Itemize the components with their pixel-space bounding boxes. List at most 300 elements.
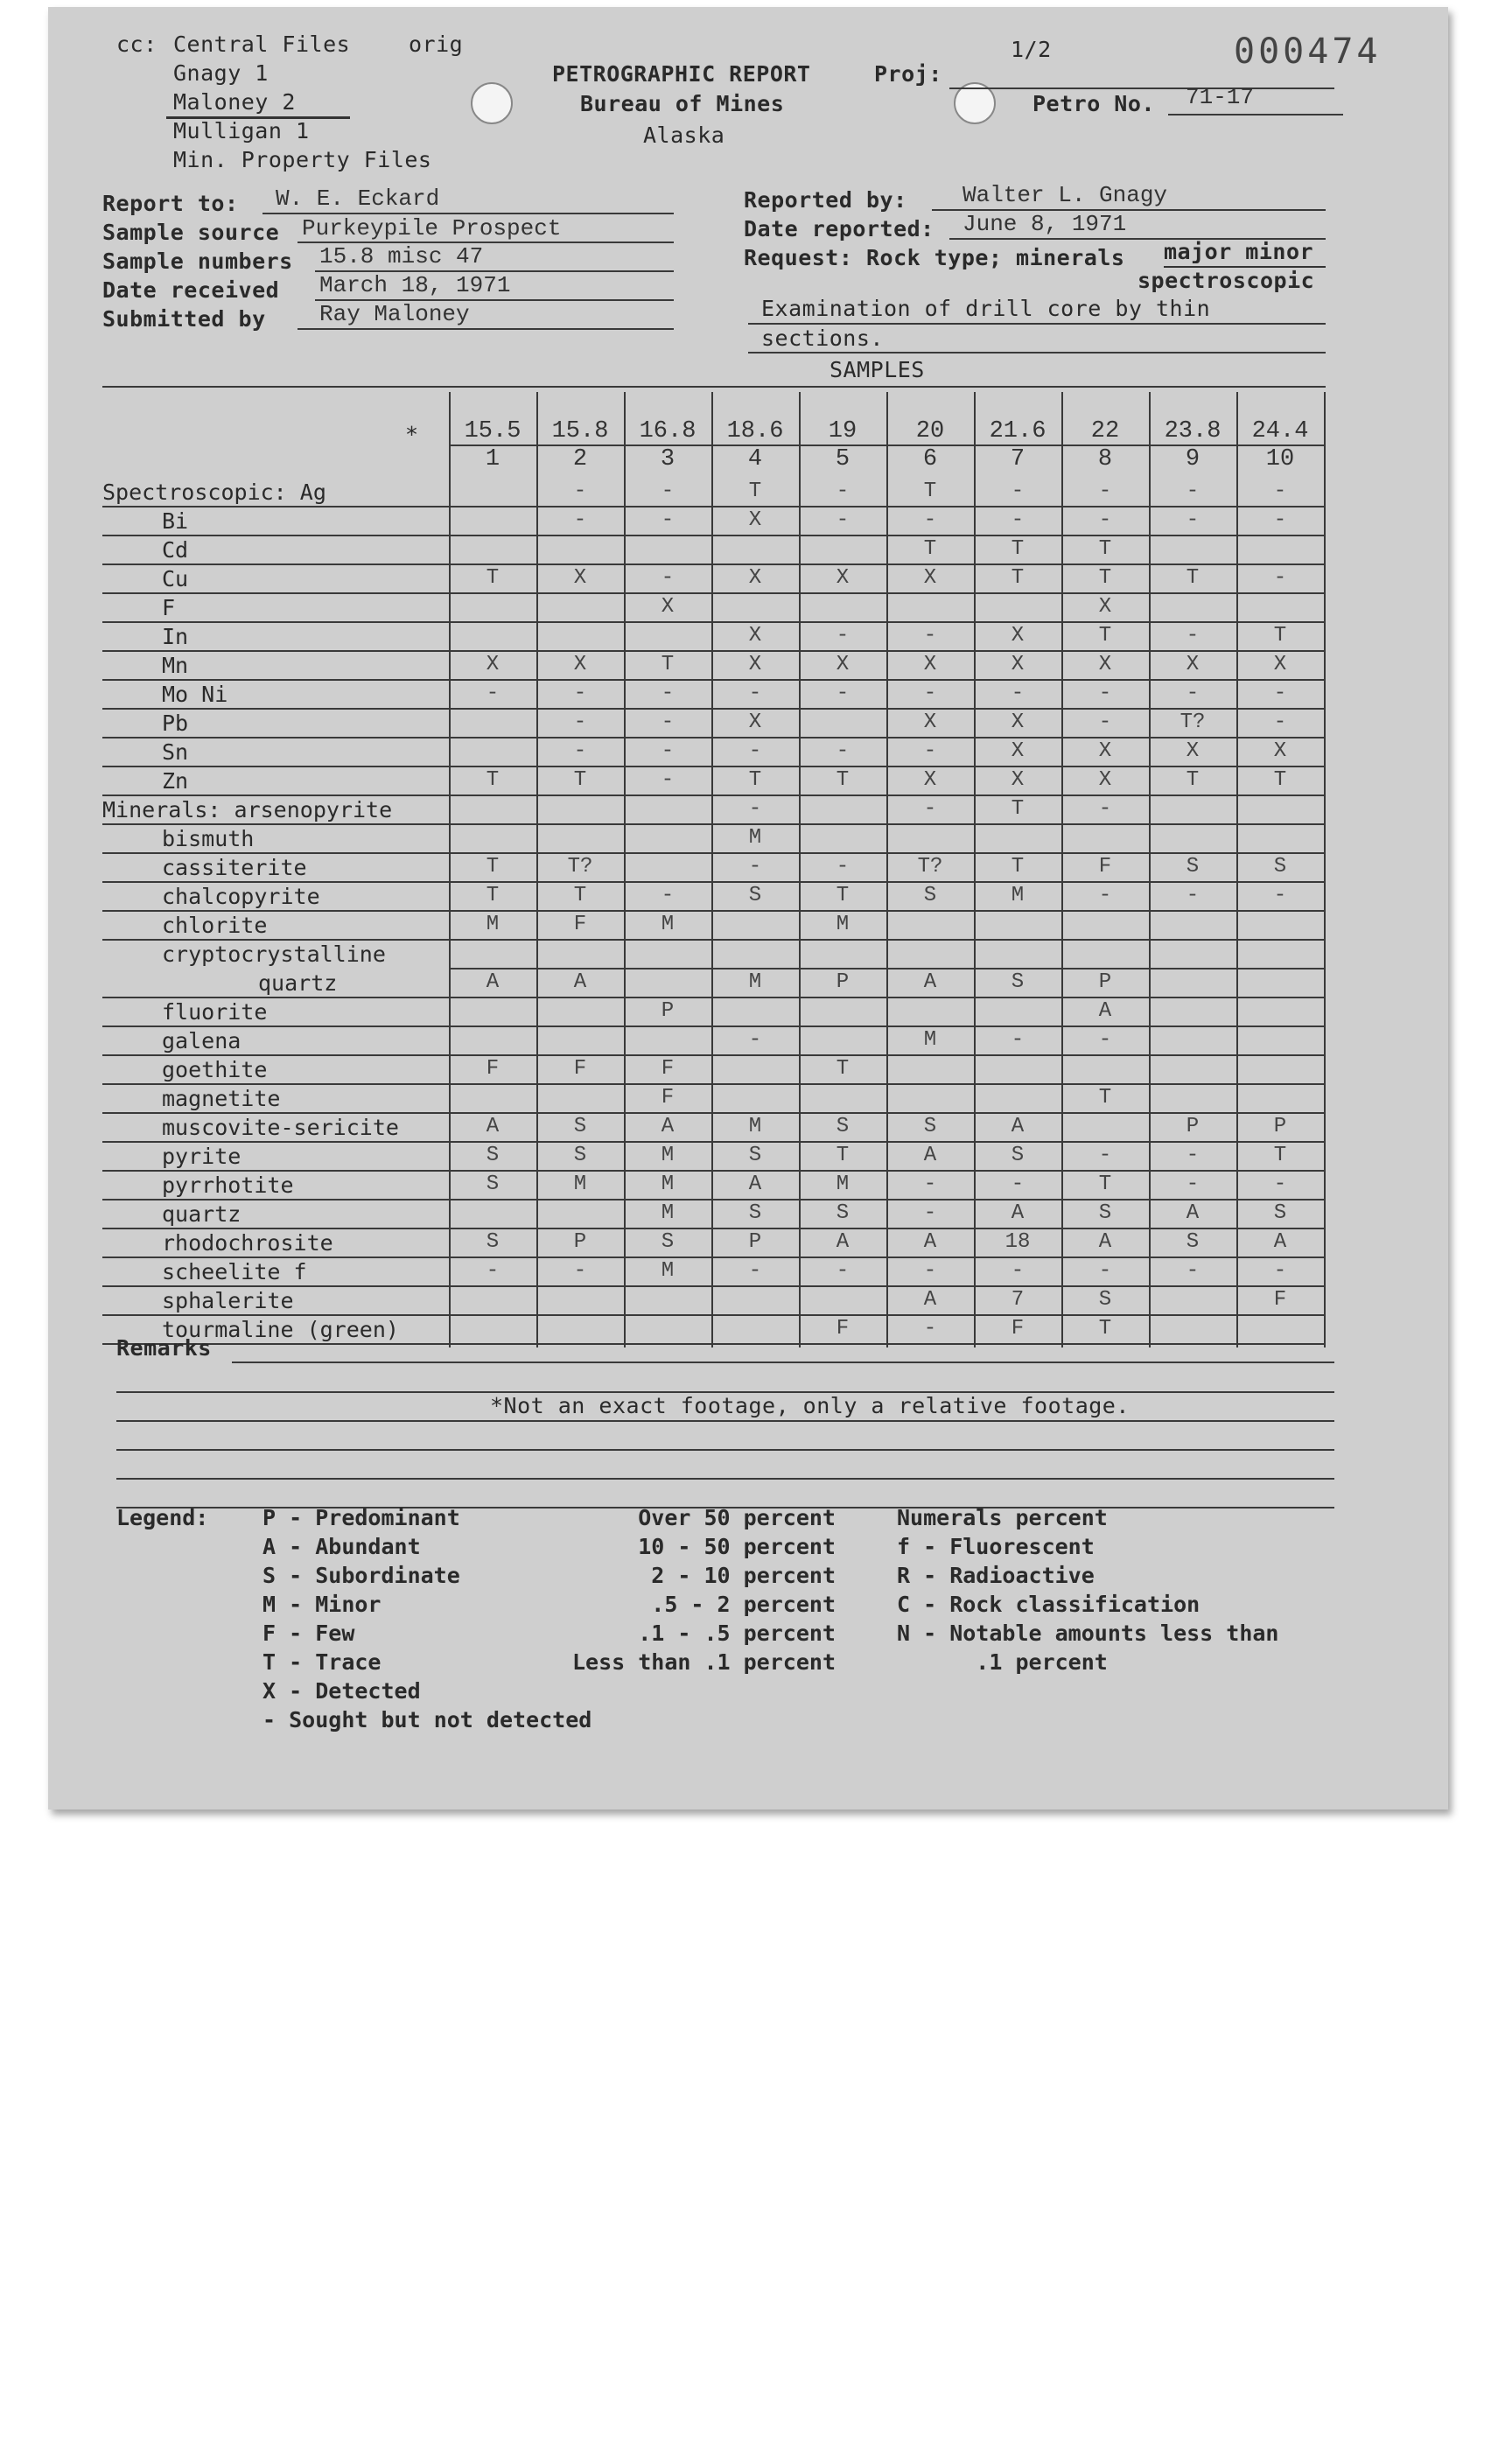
legend-dash: - — [276, 1649, 316, 1675]
table-cell: F — [573, 1057, 587, 1081]
table-cell: - — [1273, 508, 1287, 532]
table-cell: A — [1098, 1230, 1112, 1254]
legend-range: .1 - .5 percent — [638, 1620, 836, 1646]
legend-dash: - — [276, 1563, 316, 1588]
table-cell: T — [748, 480, 762, 503]
table-cell: - — [1098, 797, 1112, 821]
table-cell: M — [748, 826, 762, 850]
row-rule — [449, 968, 1324, 970]
legend-range: .5 - 2 percent — [651, 1592, 836, 1617]
legend-code: - — [262, 1707, 276, 1732]
table-cell: - — [573, 739, 587, 763]
table-cell: T — [836, 1144, 850, 1167]
table-cell: S — [1273, 1201, 1287, 1225]
table-cell: A — [1098, 999, 1112, 1023]
table-cell: X — [748, 710, 762, 734]
sample-number: 3 — [660, 446, 676, 472]
row-label: pyrrhotite — [162, 1172, 294, 1198]
table-cell: S — [1011, 970, 1025, 994]
table-cell: - — [1186, 884, 1200, 907]
sample-number: 8 — [1097, 446, 1113, 472]
table-cell: S — [748, 884, 762, 907]
table-cell: - — [836, 508, 850, 532]
table-cell: T — [1098, 1317, 1112, 1340]
table-cell: T — [486, 855, 500, 878]
sample-footage: 15.5 — [464, 418, 522, 444]
table-cell: T — [748, 768, 762, 792]
row-rule — [102, 1141, 1324, 1143]
table-cell: - — [923, 508, 937, 532]
table-cell: X — [1011, 624, 1025, 648]
table-cell: F — [1273, 1288, 1287, 1312]
sample-footage: 23.8 — [1164, 418, 1222, 444]
table-cell: S — [1186, 855, 1200, 878]
legend-entry — [262, 1505, 460, 1530]
table-cell: F — [486, 1057, 500, 1081]
row-rule — [102, 737, 1324, 738]
table-cell: X — [486, 653, 500, 676]
row-label: F — [162, 595, 176, 620]
table-cell: - — [1098, 480, 1112, 503]
table-cell: M — [661, 1259, 675, 1283]
table-cell: A — [923, 970, 937, 994]
legend-name: Trace — [315, 1649, 382, 1675]
table-cell: - — [661, 768, 675, 792]
table-cell: M — [748, 1115, 762, 1138]
samples-label: SAMPLES — [830, 357, 925, 382]
table-cell: M — [836, 1172, 850, 1196]
row-label: sphalerite — [162, 1288, 294, 1313]
row-label: Bi — [162, 508, 189, 534]
table-cell: A — [573, 970, 587, 994]
legend-entry — [262, 1563, 460, 1588]
table-cell: P — [1273, 1115, 1287, 1138]
row-label: quartz — [258, 970, 338, 996]
table-cell: X — [836, 653, 850, 676]
table-cell: T — [486, 884, 500, 907]
date-reported-value: June 8, 1971 — [962, 211, 1127, 237]
reported-by-label: Reported by: — [744, 187, 907, 213]
table-cell: - — [1273, 1259, 1287, 1283]
table-cell: T — [1098, 1172, 1112, 1196]
table-cell: T — [923, 537, 937, 561]
row-rule — [102, 1228, 1324, 1229]
sample-numbers-label: Sample numbers — [102, 248, 293, 274]
table-cell: T — [661, 653, 675, 676]
sample-number: 2 — [572, 446, 588, 472]
table-cell: - — [748, 682, 762, 705]
table-cell: - — [1186, 1172, 1200, 1196]
table-cell: - — [836, 480, 850, 503]
table-cell: - — [923, 682, 937, 705]
request-major-minor: major minor — [1164, 239, 1314, 264]
table-cell: M — [661, 1201, 675, 1225]
table-cell: T — [1011, 537, 1025, 561]
table-cell: F — [573, 913, 587, 936]
table-cell: T — [836, 768, 850, 792]
legend-code: A — [262, 1534, 276, 1559]
table-cell: - — [1098, 1259, 1112, 1283]
table-cell: T — [1273, 768, 1287, 792]
row-label: cryptocrystalline — [162, 942, 386, 967]
table-cell: - — [1011, 480, 1025, 503]
table-cell: - — [1011, 1028, 1025, 1052]
table-cell: T — [1186, 566, 1200, 590]
row-rule — [102, 1170, 1324, 1172]
table-cell: P — [748, 1230, 762, 1254]
table-cell: - — [1186, 682, 1200, 705]
table-cell: A — [836, 1230, 850, 1254]
row-rule — [102, 564, 1324, 565]
request-label: Request: Rock type; minerals — [744, 245, 1125, 270]
sample-footage: 20 — [915, 418, 945, 444]
table-cell: X — [1011, 710, 1025, 734]
legend-dash: - — [276, 1592, 316, 1617]
row-label: Mo Ni — [162, 682, 228, 707]
table-cell: T — [1011, 797, 1025, 821]
legend-label: Legend: — [116, 1505, 209, 1530]
legend-entry — [262, 1592, 381, 1617]
table-cell: X — [923, 653, 937, 676]
table-cell: - — [1098, 508, 1112, 532]
row-label: pyrite — [162, 1144, 242, 1169]
table-cell: S — [748, 1144, 762, 1167]
table-cell: - — [1273, 682, 1287, 705]
table-cell: - — [573, 1259, 587, 1283]
remarks-rule-4 — [116, 1449, 1334, 1451]
legend-dash: - — [276, 1534, 316, 1559]
table-cell: A — [923, 1288, 937, 1312]
row-label: Minerals: arsenopyrite — [102, 797, 393, 822]
sample-number: 4 — [747, 446, 763, 472]
sample-numbers-value: 15.8 misc 47 — [319, 243, 484, 270]
sample-source-value: Purkeypile Prospect — [302, 215, 562, 242]
table-cell: - — [1186, 508, 1200, 532]
row-rule — [102, 506, 1324, 508]
row-label: chalcopyrite — [162, 884, 320, 909]
row-rule — [102, 1256, 1324, 1258]
table-cell: M — [748, 970, 762, 994]
table-cell: X — [923, 768, 937, 792]
table-cell: S — [836, 1201, 850, 1225]
table-cell: - — [748, 739, 762, 763]
row-rule — [102, 535, 1324, 536]
page-number: 1/2 — [1011, 37, 1052, 62]
row-rule — [102, 1112, 1324, 1114]
row-rule — [102, 1083, 1324, 1085]
table-cell: T — [573, 884, 587, 907]
remarks-label: Remarks — [116, 1335, 212, 1361]
request-spectroscopic: spectroscopic — [1138, 268, 1315, 293]
table-cell: M — [573, 1172, 587, 1196]
table-cell: - — [923, 1317, 937, 1340]
remarks-rule-1 — [232, 1362, 1334, 1363]
table-cell: S — [573, 1115, 587, 1138]
legend-right-entry: R - Radioactive — [897, 1563, 1095, 1588]
table-cell: T — [486, 566, 500, 590]
table-cell: F — [836, 1317, 850, 1340]
table-cell: - — [836, 624, 850, 648]
table-cell: M — [836, 913, 850, 936]
document-number: 000474 — [1234, 32, 1382, 72]
table-cell: X — [748, 624, 762, 648]
legend-range: 2 - 10 percent — [651, 1563, 836, 1588]
table-cell: X — [1011, 739, 1025, 763]
table-cell: T — [1098, 537, 1112, 561]
table-cell: A — [1186, 1201, 1200, 1225]
table-cell: - — [1098, 710, 1112, 734]
table-cell: - — [1011, 1259, 1025, 1283]
table-cell: - — [1186, 624, 1200, 648]
table-cell: S — [486, 1144, 500, 1167]
table-cell: - — [1098, 682, 1112, 705]
row-label: Sn — [162, 739, 189, 765]
table-cell: X — [1186, 653, 1200, 676]
table-cell: - — [661, 682, 675, 705]
table-cell: - — [573, 710, 587, 734]
table-cell: X — [923, 566, 937, 590]
table-cell: P — [661, 999, 675, 1023]
remarks-rule-5 — [116, 1478, 1334, 1480]
table-cell: - — [748, 797, 762, 821]
table-cell: - — [661, 710, 675, 734]
report-to-line — [262, 213, 674, 214]
date-received-label: Date received — [102, 277, 280, 303]
table-cell: - — [1273, 1172, 1287, 1196]
legend-name: Detected — [315, 1678, 421, 1704]
table-cell: S — [923, 1115, 937, 1138]
cc-item-central-files: Central Files — [173, 32, 351, 57]
table-cell: X — [1098, 653, 1112, 676]
table-cell: A — [486, 970, 500, 994]
legend-right-entry: C - Rock classification — [897, 1592, 1200, 1617]
table-cell: A — [923, 1230, 937, 1254]
legend-right-entry: .1 percent — [897, 1649, 1108, 1675]
sample-footage: 22 — [1090, 418, 1120, 444]
table-cell: S — [836, 1115, 850, 1138]
petro-line — [1168, 114, 1343, 116]
row-rule — [102, 939, 1324, 941]
sample-number: 9 — [1185, 446, 1200, 472]
table-cell: X — [923, 710, 937, 734]
cc-item-min-property: Min. Property Files — [173, 147, 432, 172]
legend-code: X — [262, 1678, 276, 1704]
table-cell: - — [748, 1259, 762, 1283]
table-cell: A — [486, 1115, 500, 1138]
legend-code: F — [262, 1620, 276, 1646]
table-cell: - — [1273, 884, 1287, 907]
table-cell: T — [836, 884, 850, 907]
legend-entry — [262, 1534, 421, 1559]
row-rule — [102, 997, 1324, 998]
legend-right-entry: N - Notable amounts less than — [897, 1620, 1279, 1646]
table-cell: - — [661, 508, 675, 532]
row-label: tourmaline (green) — [162, 1317, 399, 1342]
table-cell: - — [1011, 682, 1025, 705]
sample-number: 7 — [1010, 446, 1026, 472]
table-cell: - — [1098, 1028, 1112, 1052]
legend-entry — [262, 1620, 354, 1646]
row-rule — [102, 794, 1324, 796]
submitted-by-line — [298, 328, 674, 330]
table-cell: - — [661, 566, 675, 590]
table-cell: T? — [917, 855, 943, 878]
table-cell: A — [923, 1144, 937, 1167]
proj-label: Proj: — [874, 61, 942, 87]
sample-footage: 19 — [828, 418, 858, 444]
row-label: scheelite f — [162, 1259, 307, 1284]
legend-range: Over 50 percent — [638, 1505, 836, 1530]
table-cell: X — [748, 508, 762, 532]
table-cell: X — [1098, 739, 1112, 763]
table-cell: A — [748, 1172, 762, 1196]
table-cell: - — [486, 1259, 500, 1283]
table-cell: S — [1011, 1144, 1025, 1167]
legend-entry — [262, 1707, 592, 1732]
cc-item-maloney: Maloney 2 — [173, 89, 296, 115]
legend-code: P — [262, 1505, 276, 1530]
table-cell: - — [661, 480, 675, 503]
table-cell: F — [661, 1086, 675, 1110]
petro-label: Petro No. — [1032, 91, 1155, 116]
table-cell: T — [1011, 566, 1025, 590]
table-cell: M — [1011, 884, 1025, 907]
sample-number: 1 — [485, 446, 500, 472]
table-cell: - — [836, 739, 850, 763]
row-label: chlorite — [162, 913, 268, 938]
date-received-value: March 18, 1971 — [319, 272, 511, 298]
table-cell: A — [1011, 1201, 1025, 1225]
table-cell: - — [836, 1259, 850, 1283]
row-rule — [102, 910, 1324, 912]
legend-dash: - — [276, 1620, 316, 1646]
table-cell: X — [661, 595, 675, 619]
row-rule — [102, 1199, 1324, 1200]
row-rule — [102, 1026, 1324, 1027]
legend-code: M — [262, 1592, 276, 1617]
table-cell: M — [661, 1172, 675, 1196]
table-cell: T? — [1180, 710, 1206, 734]
request-line-2: sections. — [761, 326, 884, 351]
table-cell: - — [573, 480, 587, 503]
sample-footage: 21.6 — [989, 418, 1046, 444]
table-cell: X — [573, 566, 587, 590]
report-sheet — [48, 7, 1448, 1810]
table-cell: T — [1011, 855, 1025, 878]
row-rule — [102, 881, 1324, 883]
table-cell: 18 — [1004, 1230, 1031, 1254]
legend-range: 10 - 50 percent — [638, 1534, 836, 1559]
row-rule — [102, 650, 1324, 652]
row-label: Cd — [162, 537, 189, 563]
proj-line — [949, 88, 1334, 89]
table-cell: X — [1011, 653, 1025, 676]
punch-hole-left — [471, 82, 513, 124]
submitted-by-label: Submitted by — [102, 306, 266, 332]
table-cell: S — [1098, 1288, 1112, 1312]
table-cell: - — [1186, 1259, 1200, 1283]
row-rule — [102, 679, 1324, 681]
table-cell: T — [1186, 768, 1200, 792]
legend-name: Few — [315, 1620, 355, 1646]
sample-number: 10 — [1265, 446, 1295, 472]
table-cell: - — [1186, 480, 1200, 503]
table-cell: - — [836, 855, 850, 878]
legend-code: S — [262, 1563, 276, 1588]
row-rule — [102, 766, 1324, 767]
table-cell: - — [486, 682, 500, 705]
sample-source-label: Sample source — [102, 220, 280, 245]
legend-name: Predominant — [315, 1505, 460, 1530]
table-cell: M — [486, 913, 500, 936]
table-cell: - — [923, 739, 937, 763]
table-cell: - — [923, 797, 937, 821]
table-cell: A — [1273, 1230, 1287, 1254]
table-cell: T — [486, 768, 500, 792]
table-cell: - — [1011, 508, 1025, 532]
table-cell: A — [661, 1115, 675, 1138]
legend-dash — [276, 1707, 289, 1732]
table-cell: X — [1273, 739, 1287, 763]
sample-footage: 18.6 — [726, 418, 784, 444]
agency-name: Bureau of Mines — [580, 91, 785, 116]
row-label: cassiterite — [162, 855, 307, 880]
request-line-2-rule — [748, 352, 1326, 354]
table-cell: T — [1098, 624, 1112, 648]
sample-footage: 24.4 — [1251, 418, 1309, 444]
row-rule — [102, 708, 1324, 710]
table-cell: S — [486, 1230, 500, 1254]
submitted-by-value: Ray Maloney — [319, 301, 470, 327]
sample-footage: 16.8 — [639, 418, 696, 444]
request-line-1-rule — [748, 323, 1326, 325]
table-cell: X — [748, 653, 762, 676]
table-cell: - — [748, 1028, 762, 1052]
row-rule — [102, 1054, 1324, 1056]
row-label: bismuth — [162, 826, 255, 851]
table-cell: S — [573, 1144, 587, 1167]
table-cell: T — [1273, 624, 1287, 648]
sample-number: 5 — [835, 446, 850, 472]
cc-orig: orig — [409, 32, 464, 57]
table-cell: T — [573, 768, 587, 792]
petro-number: 71-17 — [1186, 84, 1255, 110]
table-cell: - — [1186, 1144, 1200, 1167]
table-cell: X — [573, 653, 587, 676]
table-cell: - — [923, 1259, 937, 1283]
table-cell: X — [1273, 653, 1287, 676]
remarks-note: *Not an exact footage, only a relative footage. — [490, 1393, 1130, 1418]
table-cell: S — [1273, 855, 1287, 878]
table-cell: S — [923, 884, 937, 907]
row-rule — [102, 852, 1324, 854]
table-cell: A — [1011, 1115, 1025, 1138]
row-label: Mn — [162, 653, 189, 678]
row-label: muscovite-sericite — [162, 1115, 399, 1140]
table-cell: - — [661, 739, 675, 763]
table-cell: - — [573, 682, 587, 705]
table-cell: P — [1186, 1115, 1200, 1138]
legend-entry — [262, 1678, 421, 1704]
table-cell: - — [1273, 710, 1287, 734]
table-cell: S — [748, 1201, 762, 1225]
row-label: Zn — [162, 768, 189, 794]
table-cell: X — [1011, 768, 1025, 792]
table-cell: T? — [567, 855, 593, 878]
sample-footage: 15.8 — [551, 418, 609, 444]
table-cell: X — [836, 566, 850, 590]
table-cell: - — [748, 855, 762, 878]
